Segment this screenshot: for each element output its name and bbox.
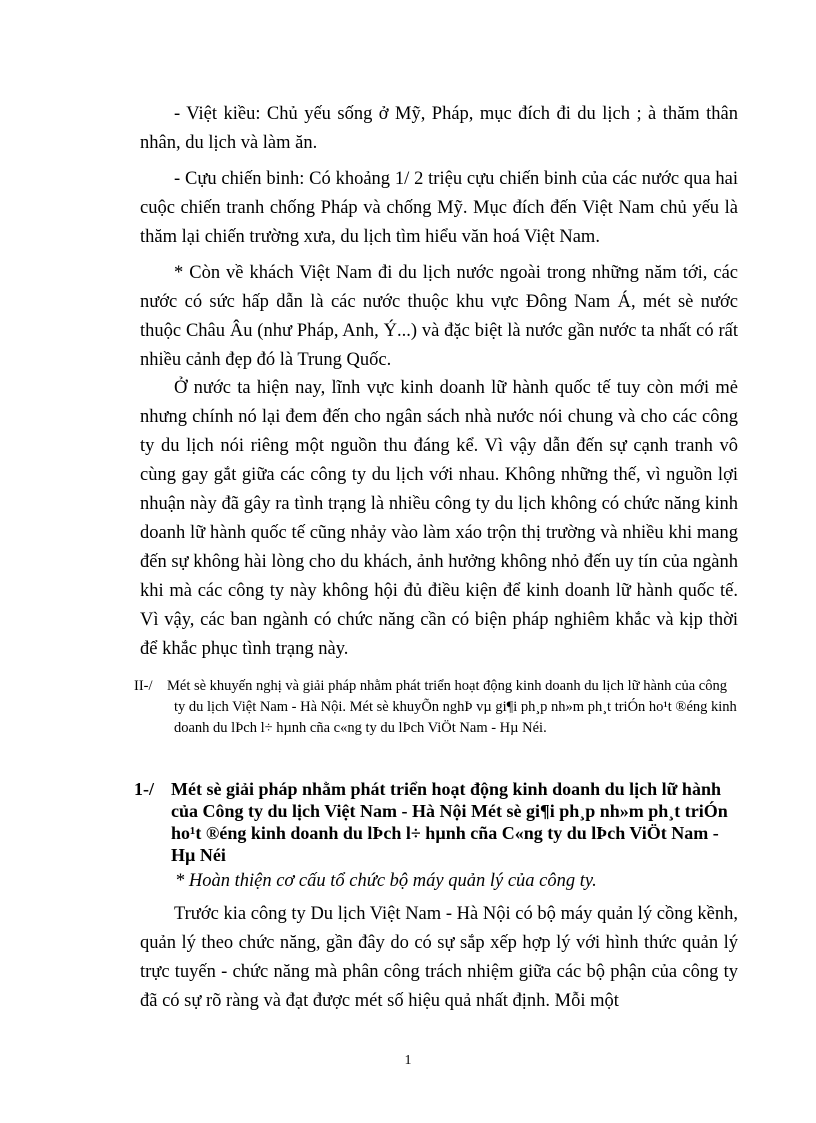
page-number: 1 [404, 1053, 412, 1068]
paragraph-bo-may-quan-ly: Trước kia công ty Du lịch Việt Nam - Hà Nội có bộ máy quản lý cồng kềnh, quản lý theo chức năng, gần đây do có sự sắp xếp hợp lý với hình thức quản lý trực tuyến - chức năng mà phân công trách nhiệm giữa các bộ phận của công ty đã có sự rõ ràng và đạt được mét số hiệu quả nhất định. Mỗi một [140, 904, 738, 1011]
section-heading-ii [134, 676, 738, 739]
subsection-title: Mét sè giải pháp nhằm phát triển hoạt động kinh doanh du lịch lữ hành của Công ty du lịch Việt Nam - Hà Nội Mét sè gi¶i ph¸p nh»m ph¸t triÓn ho¹t ®éng kinh doanh du lÞch l÷ hµnh cña C«ng ty du lÞch ViÖt Nam - Hµ Néi [171, 779, 728, 865]
section-number: II-/ [134, 678, 153, 694]
paragraph-viet-kieu: - Việt kiều: Chủ yếu sống ở Mỹ, Pháp, mục đích đi du lịch ; à thăm thân nhân, du lịch và làm ăn. [140, 104, 738, 153]
paragraph-khach-viet-nam: * Còn về khách Việt Nam đi du lịch nước ngoài trong những năm tới, các nước có sức hấp dẫn là các nước thuộc khu vực Đông Nam Á, mét sè nước thuộc Châu Âu (như Pháp, Anh, Ý...) và đặc biệt là nước gần nước ta nhất có rất nhiều cảnh đẹp đó là Trung Quốc. [140, 263, 738, 370]
subsection-heading-1 [134, 778, 738, 866]
section-title: Mét sè khuyến nghị và giải pháp nhằm phát triển hoạt động kinh doanh du lịch lữ hành của công ty du lịch Việt Nam - Hà Nội. Mét sè khuyÕn nghÞ vµ gi¶i ph¸p nh»m ph¸t triÓn ho¹t ®éng kinh doanh du lÞch l÷ hµnh cña c«ng ty du lÞch ViÖt Nam - Hµ Néi. [167, 678, 737, 736]
italic-subheading: * Hoàn thiện cơ cấu tổ chức bộ máy quản lý của công ty. [175, 871, 597, 891]
paragraph-cuu-chien-binh: - Cựu chiến binh: Có khoảng 1/ 2 triệu cựu chiến binh của các nước qua hai cuộc chiến tranh chống Pháp và chống Mỹ. Mục đích đến Việt Nam chủ yếu là thăm lại chiến trường xưa, du lịch tìm hiểu văn hoá Việt Nam. [140, 169, 738, 247]
paragraph-kinh-doanh-lu-hanh: Ở nước ta hiện nay, lĩnh vực kinh doanh lữ hành quốc tế tuy còn mới mẻ nhưng chính nó lại đem đến cho ngân sách nhà nước nói chung và cho các công ty du lịch nói riêng một nguồn thu đáng kể. Vì vậy dẫn đến sự cạnh tranh vô cùng gay gắt giữa các công ty du lịch với nhau. Không những thế, vì nguồn lợi nhuận này đã gây ra tình trạng là nhiều công ty du lịch không có chức năng kinh doanh lữ hành quốc tế cũng nhảy vào làm xáo trộn thị trường và nhiều khi mang đến sự không hài lòng cho du khách, ảnh hưởng không nhỏ đến uy tín của ngành khi mà các công ty này không hội đủ điều kiện để kinh doanh lữ hành quốc tế. Vì vậy, các ban ngành có chức năng cần có biện pháp nghiêm khắc và kịp thời để khắc phục tình trạng này. [140, 378, 738, 659]
subsection-number: 1-/ [134, 779, 154, 799]
